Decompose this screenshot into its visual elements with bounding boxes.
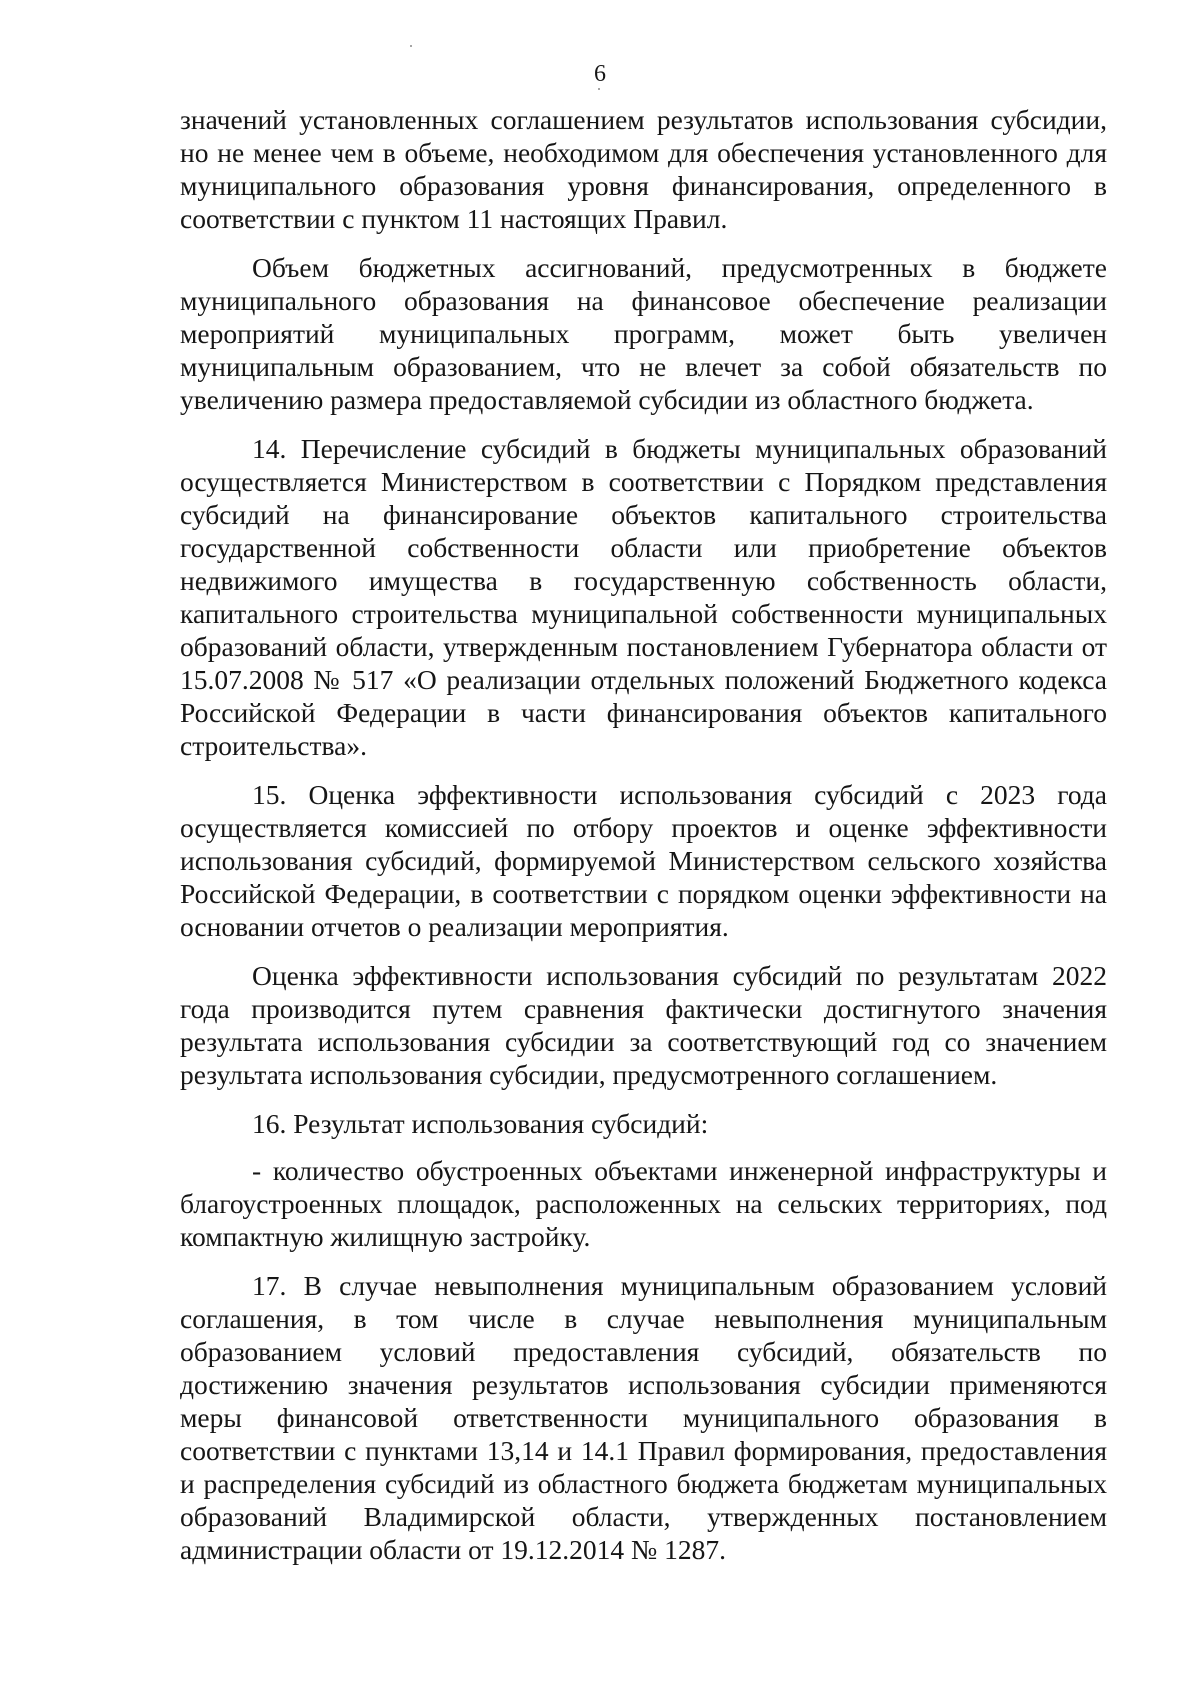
document-body <box>180 103 1107 1582</box>
paragraph-evaluation-2022: Оценка эффективности использования субсидий по результатам 2022 года производится путем сравнения фактически достигнутого значения результата использования субсидии за соответствующий год со значением результата использования субсидии, предусмотренного соглашением. <box>180 960 1107 1090</box>
paragraph-item-15: 15. Оценка эффективности использования субсидий с 2023 года осуществляется комиссией по отбору проектов и оценке эффективности использования субсидий, формируемой Министерством сельского хозяйства Российской Федерации, в соответствии с порядком оценки эффективности на основании отчетов о реализации мероприятия. <box>180 779 1107 942</box>
scan-speck <box>410 45 412 47</box>
page-number: 6 <box>594 61 606 87</box>
scan-speck <box>598 88 600 90</box>
paragraph-item-17: 17. В случае невыполнения муниципальным образованием условий соглашения, в том числе в случае невыполнения муниципальным образованием условий предоставления субсидий, обязательств по достижению значения результатов использования субсидии применяются меры финансовой ответственности муниципального образования в соответствии с пунктами 13,14 и 14.1 Правил формирования, предоставления и распределения субсидий из областного бюджета бюджетам муниципальных образований Владимирской области, утвержденных постановлением администрации области от 19.12.2014 № 1287. <box>180 1270 1107 1565</box>
paragraph-result-item: - количество обустроенных объектами инженерной инфраструктуры и благоустроенных площадок, расположенных на сельских территориях, под компактную жилищную застройку. <box>180 1155 1107 1252</box>
paragraph-item-16: 16. Результат использования субсидий: <box>252 1108 709 1139</box>
paragraph-budget-volume: Объем бюджетных ассигнований, предусмотренных в бюджете муниципального образования на финансовое обеспечение реализации мероприятий муниципальных программ, может быть увеличен муниципальным образованием, что не влечет за собой обязательств по увеличению размера предоставляемой субсидии из областного бюджета. <box>180 252 1107 415</box>
paragraph-continuation: значений установленных соглашением результатов использования субсидии, но не менее чем в объеме, необходимом для обеспечения установленного для муниципального образования уровня финансирования, определенного в соответствии с пунктом 11 настоящих Правил. <box>180 104 1107 234</box>
paragraph-item-14: 14. Перечисление субсидий в бюджеты муниципальных образований осуществляется Министерством в соответствии с Порядком представления субсидий на финансирование объектов капитального строительства государственной собственности области или приобретение объектов недвижимого имущества в государственную собственность области, капитального строительства муниципальной собственности муниципальных образований области, утвержденным постановлением Губернатора области от 15.07.2008 № 517 «О реализации отдельных положений Бюджетного кодекса Российской Федерации в части финансирования объектов капитального строительства». <box>180 433 1107 761</box>
